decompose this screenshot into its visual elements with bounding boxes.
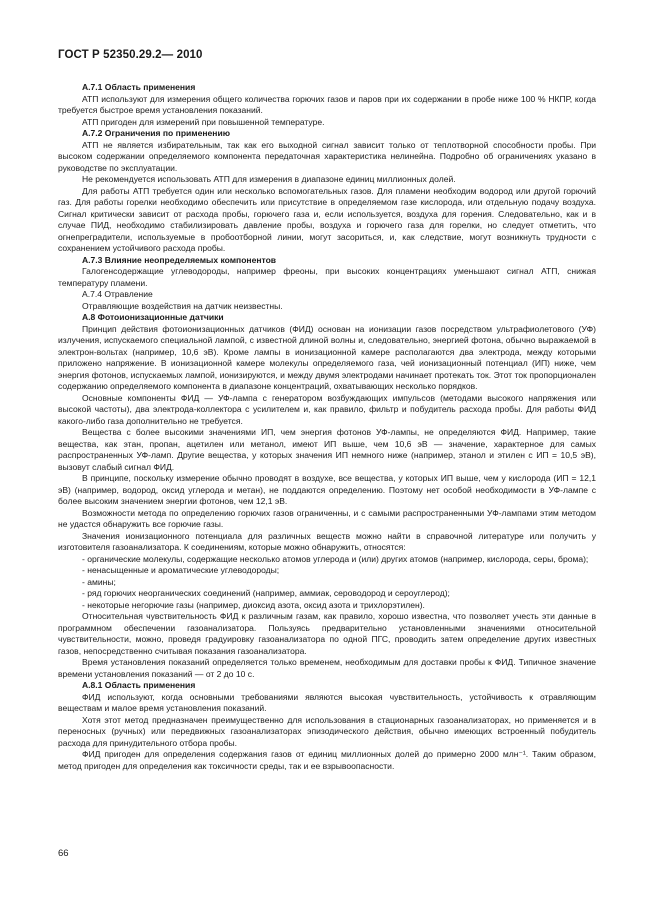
body-paragraph: Значения ионизационного потенциала для различных веществ можно найти в справочной литературе или получить у изготовителя газоанализатора. К соединениям, которые можно обнаружить, относятся: [58,530,596,552]
body-paragraph: Относительная чувствительность ФИД к различным газам, как правило, хорошо известна, что позволяет учесть эти данные в программном обеспечении газоанализатора. Пользуясь предварительно установленными значениями относительной чувствительности, можно, проведя градуировку газоанализатора по одной ПГС, проводить затем определение других известных газов, непосредственно считывая показания газоанализатора. [58,611,596,656]
section-heading: А.8.1 Область применения [82,680,196,690]
body-paragraph: - органические молекулы, содержащие несколько атомов углерода и (или) других атомов (например, кислорода, серы, брома); [82,553,589,564]
section-heading: А.7.1 Область применения [82,82,196,92]
body-paragraph: А.7.4 Отравление [82,289,153,299]
body-paragraph: Галогенсодержащие углеводороды, например фреоны, при высоких концентрациях уменьшают сигнал АТП, снижая температуру пламени. [58,266,596,288]
body-paragraph: Для работы АТП требуется один или несколько вспомогательных газов. Для пламени необходим водород или другой горючий газ. Для работы горелки необходимо обеспечить или присутствие в определяемом газе кислорода, или отдельную подачу воздуха. Сигнал критически зависит от расхода пробы, горючего газа и, если используется, воздуха для горения. Следовательно, как и в случае ПИД, необходимо стабилизировать давление пробы, воздуха и горючего газа для горелки, но следует отметить, что огнепреградители, используемые в пробоотборной линии, могут засориться, и, как следствие, могут возникнуть трудности с сохранением устойчивого расхода пробы. [58,185,596,253]
body-paragraph: Отравляющие воздействия на датчик неизвестны. [82,300,283,311]
body-paragraph: АТП используют для измерения общего количества горючих газов и паров при их содержании в пробе ниже 100 % НКПР, когда требуется быстрое время установления показаний. [58,93,596,115]
list-item: - ненасыщенные и ароматические углеводороды; [82,565,280,575]
body-paragraph: АТП не является избирательным, так как его выходной сигнал зависит только от теплотворной способности пробы. При высоком содержании определяемого компонента передаточная характеристика нелинейна. Подробно об ограничениях указано в руководстве по эксплуатации. [58,139,596,173]
document-body [58,82,596,772]
section-heading: А.7.2 Ограничения по применению [82,128,230,138]
page-header-standard-number: ГОСТ Р 52350.29.2— 2010 [58,49,203,61]
page-number: 66 [58,848,69,859]
section-heading: А.7.3 Влияние неопределяемых компонентов [82,254,277,265]
list-item: - некоторые негорючие газы (например, диоксид азота, оксид азота и трихлорэтилен). [82,599,425,610]
body-paragraph: В принципе, поскольку измерение обычно проводят в воздухе, все вещества, у которых ИП выше, чем у кислорода (ИП = 12,1 эВ) (например, водород, оксид углерода и метан), не поддаются определению. Поэтому нет особой необходимости в УФ-лампе с более высоким значением энергии фотонов, чем 12,1 эВ. [58,473,596,506]
body-paragraph: Не рекомендуется использовать АТП для измерения в диапазоне единиц миллионных долей. [82,174,456,184]
body-paragraph: ФИД пригоден для определения содержания газов от единиц миллионных долей до примерно 2000 млн⁻¹. Таким образом, метод пригоден для определения как токсичности среды, так и ее взрывоопасности. [58,749,596,771]
list-item: - амины; [82,576,116,587]
section-heading: А.8 Фотоионизационные датчики [82,312,224,322]
body-paragraph: ФИД используют, когда основными требованиями являются высокая чувствительность, устойчивость к отравляющим веществам и малое время установления показаний. [58,691,596,713]
body-paragraph: Время установления показаний определяется только временем, необходимым для доставки пробы к ФИД. Типичное значение времени установления показаний — от 2 до 10 с. [58,657,596,679]
list-item: - ряд горючих неорганических соединений (например, аммиак, сероводород и сероуглерод); [82,588,450,598]
body-paragraph: Хотя этот метод предназначен преимущественно для использования в стационарных газоанализаторах, но применяется и в переносных (ручных) или передвижных газоанализаторах эпизодического действия, обычно имеющих встроенный побудитель расхода для принудительного отбора пробы. [58,714,596,748]
body-paragraph: Принцип действия фотоионизационных датчиков (ФИД) основан на ионизации газов посредством ультрафиолетового (УФ) излучения, испускаемого специальной лампой, с известной длиной волны и, следовательно, энергией фотона, обычно выражаемой в электрон-вольтах (например, 10,6 эВ). Кроме лампы в ионизационной камере располагаются два электрода, между которыми приложено напряжение. В ионизационной камере молекулы определяемого газа, чей ионизационный потенциал (ИП) ниже, чем энергия фотонов, испускаемых лампой, ионизируются, и между двумя электродами начинает протекать ток. Этот ток пропорционален содержанию определяемого компонента в диапазоне концентраций, охватывающих несколько порядков. [58,323,596,391]
body-paragraph: Возможности метода по определению горючих газов ограниченны, и с самыми распространенными УФ-лампами этим методом не удастся обнаружить все горючие газы. [58,507,596,529]
body-paragraph: АТП пригоден для измерений при повышенной температуре. [82,116,325,127]
body-paragraph: Вещества с более высокими значениями ИП, чем энергия фотонов УФ-лампы, не определяются ФИД. Например, такие вещества, как этан, пропан, ацетилен или метанол, имеют ИП выше, чем 10,6 эВ — значение, характерное для самых распространенных УФ-ламп. Другие вещества, у которых значения ИП немного ниже (например, этанол и этилен с ИП = 10,5 эВ), вызовут слабый сигнал ФИД. [58,427,596,472]
body-paragraph: Основные компоненты ФИД — УФ-лампа с генератором возбуждающих импульсов (методами высокого напряжения или высокой частоты), два электрода-коллектора с усилителем и, как правило, фильтр и побудитель расхода пробы. Для работы ФИД какого-либо газа дополнительно не требуется. [58,392,596,426]
